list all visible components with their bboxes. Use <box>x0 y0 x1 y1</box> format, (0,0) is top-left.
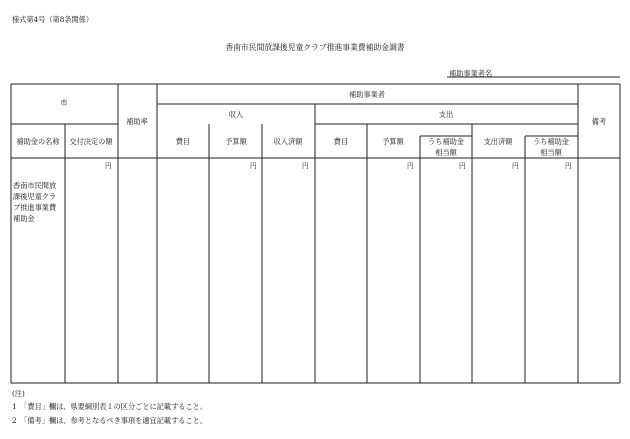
operator-name-label: 補助事業者名 <box>449 69 493 78</box>
header-subsidy-rate: 補助率 <box>126 117 148 126</box>
unit-budget-income: 円 <box>250 162 257 170</box>
header-remarks: 備考 <box>591 117 607 126</box>
form-number: 様式第4号（第8条関係） <box>12 15 94 24</box>
header-income: 収入 <box>228 110 244 119</box>
header-budget-expense: 予算額 <box>382 137 404 146</box>
header-subsidy-equivalent-1-line1: うち補助金 <box>428 137 464 146</box>
header-cost-item-expense: 費目 <box>333 137 349 146</box>
header-city: 市 <box>60 98 68 107</box>
header-subsidy-equivalent-2-line1: うち補助金 <box>533 137 569 146</box>
unit-expenditure-paid: 円 <box>512 162 519 170</box>
header-expenditure: 支出 <box>438 110 454 119</box>
unit-grant-decided: 円 <box>105 162 112 170</box>
subsidy-name-line-3: ブ推進事業費 <box>13 203 57 212</box>
unit-subsidy-equivalent-1: 円 <box>459 162 466 170</box>
header-operator: 補助事業者 <box>349 90 385 99</box>
notes-heading: (注) <box>12 389 25 398</box>
subsidy-name-line-4: 補助金 <box>13 214 35 223</box>
subsidy-name-line-1: 香南市民間放 <box>13 181 57 190</box>
unit-income-received: 円 <box>302 162 309 170</box>
header-budget-income: 予算額 <box>225 137 247 146</box>
unit-budget-expense: 円 <box>407 162 414 170</box>
header-subsidy-equivalent-2-line2: 相当額 <box>540 148 562 157</box>
header-subsidy-equivalent-2-b <box>540 148 562 158</box>
header-grant-decided-amount: 交付決定の額 <box>69 137 113 146</box>
header-subsidy-equivalent-2 <box>533 137 569 147</box>
header-subsidy-equivalent-1-line2: 相当額 <box>435 148 457 157</box>
header-subsidy-equivalent-1 <box>428 137 464 147</box>
header-cost-item-income: 費目 <box>175 137 191 146</box>
note-2: 2 「備考」欄は、参考となるべき事項を適宜記載すること。 <box>12 416 208 425</box>
unit-subsidy-equivalent-2: 円 <box>565 162 572 170</box>
header-income-received: 収入済額 <box>273 137 303 146</box>
note-1: 1 「費目」欄は、県要綱別表１の区分ごとに記載すること。 <box>12 402 208 411</box>
page-title: 香南市民間放課後児童クラブ推進事業費補助金調書 <box>225 43 405 52</box>
subsidy-name-line-2: 課後児童クラ <box>13 192 57 201</box>
header-expenditure-paid: 支出済額 <box>483 137 513 146</box>
header-subsidy-equivalent-1-b <box>435 148 457 158</box>
header-subsidy-name: 補助金の名称 <box>16 137 60 146</box>
